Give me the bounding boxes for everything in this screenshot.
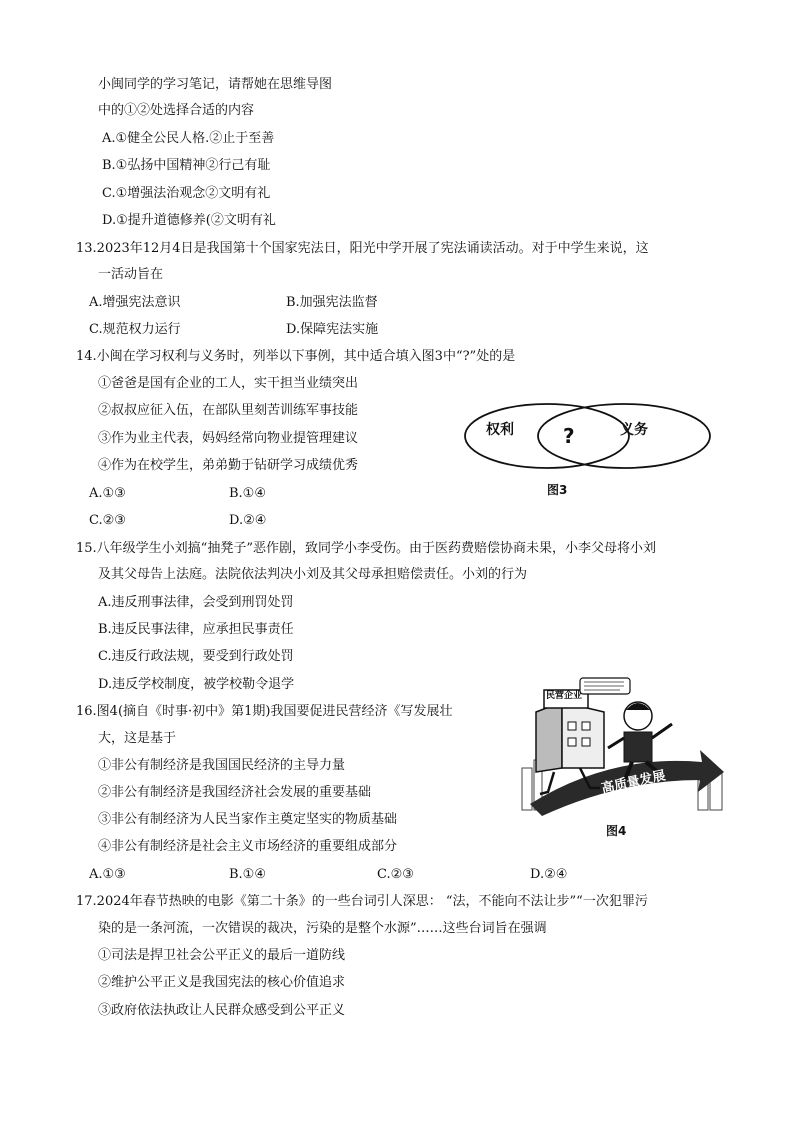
q16-option-d: D.②④ [530,867,568,882]
q13-stem-line2: 一活动旨在 [98,267,164,282]
venn-label-duties: 义务 [620,422,648,438]
q14-item-4: ④作为在校学生，弟弟勤于钻研学习成绩优秀 [98,458,359,473]
q16-item-2: ②非公有制经济是我国经济社会发展的重要基础 [98,785,372,800]
q15-stem-line2: 及其父母告上法庭。法院依法判决小刘及其父母承担赔偿责任。小刘的行为 [98,567,528,582]
enterprise-sign-label: 民营企业 [546,691,583,701]
q13-option-b: B.加强宪法监督 [286,295,378,310]
q16-stem-line2: 大，这是基于 [98,731,177,746]
q16-option-c: C.②③ [377,867,414,882]
q16-stem-line1: 16.图4(摘自《时事·初中》第1期)我国要促进民营经济《写发展壮 [76,704,453,719]
q13-option-a: A.增强宪法意识 [89,295,181,310]
q12-option-a: A.①健全公民人格.②止于至善 [102,131,275,146]
q14-stem: 14.小闽在学习权利与义务时，列举以下事例，其中适合填入图3中“?”处的是 [76,349,516,364]
q14-option-c: C.②③ [89,513,126,528]
q15-option-a: A.违反刑事法律，会受到刑罚处罚 [98,595,294,610]
q14-item-3: ③作为业主代表，妈妈经常向物业提管理建议 [98,431,359,446]
figure-4-caption: 图4 [606,824,627,838]
q15-option-c: C.违反行政法规，要受到行政处罚 [98,649,294,664]
q15-option-b: B.违反民事法律，应承担民事责任 [98,622,294,637]
q16-item-3: ③非公有制经济为人民当家作主奠定坚实的物质基础 [98,812,398,827]
q12-option-b: B.①弘扬中国精神②行己有耻 [102,158,271,173]
q17-item-1: ①司法是捍卫社会公平正义的最后一道防线 [98,948,346,963]
q17-stem-line2: 染的是一条河流，一次错误的裁决，污染的是整个水源”……这些台词旨在强调 [98,921,547,936]
q17-item-2: ②维护公平正义是我国宪法的核心价值追求 [98,975,346,990]
q15-stem-line1: 15.八年级学生小刘搞“抽凳子”恶作剧，致同学小李受伤。由于医药费赔偿协商未果，小李父母将小刘 [76,541,656,556]
q17-stem-line1: 17.2024年春节热映的电影《第二十条》的一些台词引人深思： “法，不能向不法让步”“一次犯罪污 [76,894,648,909]
q12-option-d: D.①提升道德修养(②文明有礼 [102,213,276,228]
q17-item-3: ③政府依法执政让人民群众感受到公平正义 [98,1003,346,1018]
q16-option-b: B.①④ [229,867,266,882]
venn-label-question: ? [563,424,575,448]
q14-item-2: ②叔叔应征入伍，在部队里刻苦训练军事技能 [98,403,359,418]
q12-stem-line1: 小闽同学的学习笔记，请帮她在思维导图 [98,77,333,92]
q16-option-a: A.①③ [89,867,126,882]
banner-label: 高质量发展 [600,768,667,797]
q13-stem-line1: 13.2023年12月4日是我国第十个国家宪法日，阳光中学开展了宪法诵读活动。对于中学生来说，这 [76,241,649,256]
q15-option-d: D.违反学校制度，被学校勒令退学 [98,677,295,692]
q12-option-c: C.①增强法治观念②文明有礼 [102,186,271,201]
q13-option-d: D.保障宪法实施 [286,322,379,337]
q16-item-1: ①非公有制经济是我国国民经济的主导力量 [98,758,346,773]
q14-option-a: A.①③ [89,486,126,501]
q16-item-4: ④非公有制经济是社会主义市场经济的重要组成部分 [98,839,398,854]
q12-stem-line2: 中的①②处选择合适的内容 [98,103,255,118]
q13-option-c: C.规范权力运行 [89,322,181,337]
q14-item-1: ①爸爸是国有企业的工人，实干担当业绩突出 [98,376,359,391]
q14-option-b: B.①④ [229,486,266,501]
figure-3-caption: 图3 [547,483,568,497]
venn-label-rights: 权利 [486,422,514,438]
q14-option-d: D.②④ [229,513,267,528]
